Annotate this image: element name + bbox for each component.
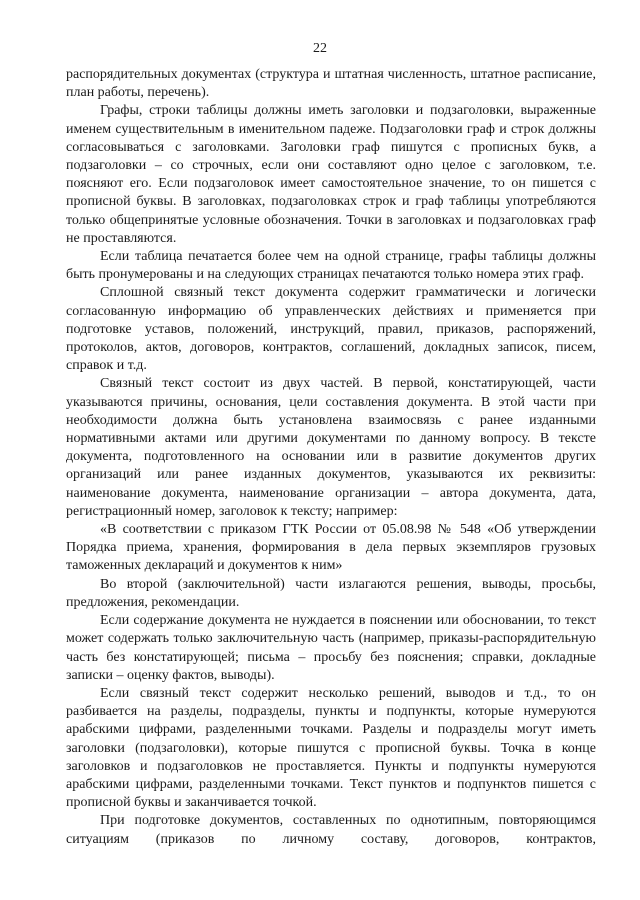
paragraph-quoted-example: «В соответствии с приказом ГТК России от 05.08.98 № 548 «Об утверждении Порядка приема, хранения, формирования в дела первых экземпляров грузовых таможенных деклараций и документов к ним» bbox=[66, 522, 596, 574]
paragraph-table-multipage: Если таблица печатается более чем на одной странице, графы таблицы должны быть пронумерованы и на следующих страницах печатаются только номера этих граф. bbox=[66, 249, 596, 283]
paragraph-sections-numbering: Если связный текст содержит несколько решений, выводов и т.д., то он разбивается на разделы, подразделы, пункты и подпункты, которые нумеруются арабскими цифрами, разделенными точками. Разделы и подразделы могут иметь заголовки (подзаголовки), которые пишутся с прописной буквы. Точка в конце заголовков и подзаголовков не проставляется. Пункты и подпункты нумеруются арабскими цифрами, разделенными точками. Текст пунктов и подпунктов пишется с прописной буквы и заканчивается точкой. bbox=[66, 685, 596, 811]
page-number: 22 bbox=[313, 41, 327, 56]
paragraph-text-parts: Связный текст состоит из двух частей. В первой, констатирующей, части указываются причины, основания, цели составления документа. В этой части при необходимости должна быть установлена взаимосвязь с ранее изданными нормативными актами или другими документами по данному вопросу. В тексте документа, подготовленного на основании или в развитие документов других организаций или ранее изданных документов, указываются их реквизиты: наименование документа, наименование организации – автора документа, дата, регистрационный номер, заголовок к тексту; например: bbox=[66, 376, 596, 519]
paragraph-continuous-text: Сплошной связный текст документа содержит грамматически и логически согласованную информацию об управленческих действиях и применяется при подготовке уставов, положений, инструкций, правил, приказов, распоряжений, протоколов, актов, договоров, контрактов, соглашений, докладных записок, писем, справок и т.д. bbox=[66, 285, 596, 374]
paragraph-continuation: распорядительных документах (структура и штатная численность, штатное расписание, план работы, перечень). bbox=[66, 67, 596, 101]
paragraph-table-headings: Графы, строки таблицы должны иметь заголовки и подзаголовки, выраженные именем существительным в именительном падеже. Подзаголовки граф и строк должны согласовываться с заголовками. Заголовки граф пишутся с прописных букв, а подзаголовки – со строчных, если они составляют одно целое с заголовком, т.е. поясняют его. Если подзаголовок имеет самостоятельное значение, то он пишется с прописной буквы. В заголовках, подзаголовках строк и граф таблицы употребляются только общепринятые условные обозначения. Точки в заголовках и подзаголовках граф не проставляются. bbox=[66, 103, 596, 246]
document-body bbox=[66, 66, 596, 849]
paragraph-typical-situations: При подготовке документов, составленных по однотипным, повторяющимся ситуациям (приказов по личному составу, договоров, контрактов, bbox=[66, 813, 596, 847]
paragraph-second-part: Во второй (заключительной) части излагаются решения, выводы, просьбы, предложения, рекомендации. bbox=[66, 576, 596, 610]
paragraph-conclusion-only: Если содержание документа не нуждается в пояснении или обосновании, то текст может содержать только заключительную часть (например, приказы-распорядительную часть без констатирующей; письма – просьбу без пояснения; справки, докладные записки – оценку фактов, выводы). bbox=[66, 613, 596, 683]
